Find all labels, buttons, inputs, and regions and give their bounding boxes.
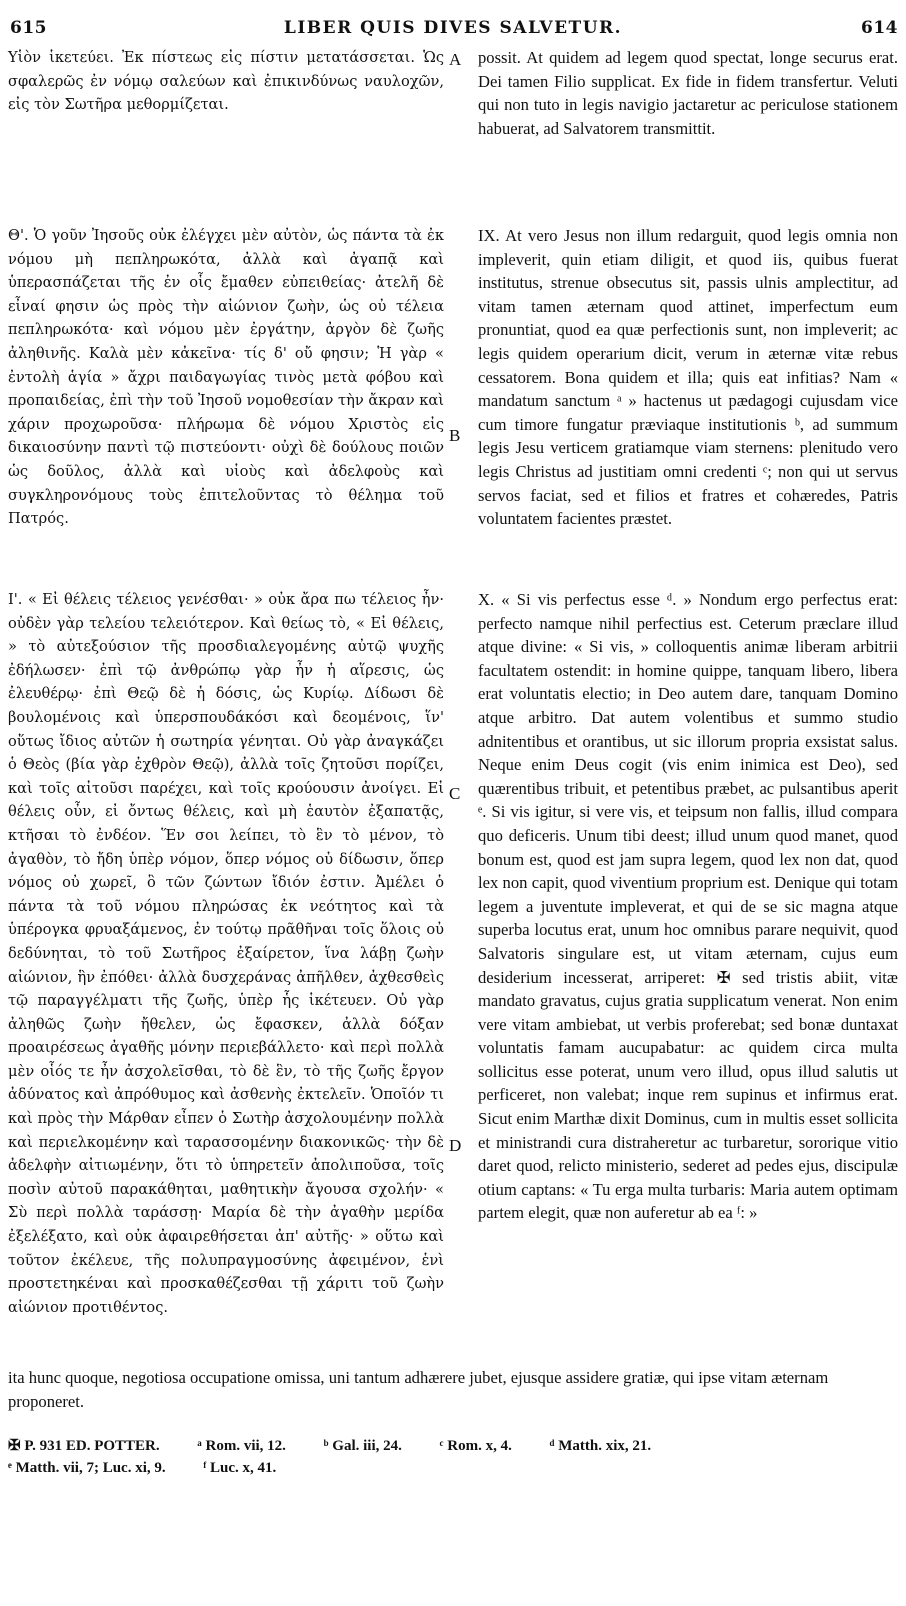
margin-marker-d: D xyxy=(449,1136,462,1155)
footnote-potter: ✠ P. 931 ED. POTTER. xyxy=(8,1438,160,1454)
margin-marker-a: A xyxy=(449,50,462,69)
footnote-d: ᵈ Matth. xix, 21. xyxy=(549,1438,652,1454)
margin-marker-c: C xyxy=(449,784,461,803)
latin-paragraph-1: possit. At quidem ad legem quod spectat, longe securus erat. Dei tamen Filio supplicat. Ex fide in fidem transfertur. Veluti qui non tuto in legis navigio jactaretur ac periculose stationem habuerat, ad Salvatorem transmittit. xyxy=(478,48,898,138)
margin-marker-b: B xyxy=(449,426,461,445)
footnote-f: ᶠ Luc. x, 41. xyxy=(203,1460,277,1476)
footnotes-line-1 xyxy=(8,1436,898,1457)
latin-paragraph-2: IX. At vero Jesus non illum redarguit, quod legis omnia non impleverit, quin etiam diligit, et quod iis, quibus fuerat institutus, strenue obsecutus sit, passis ulnis amplectitur, ad vitam tamen æternam quod attinet, imperfectum eum pronuntiat, quod ea quæ perfectionis sunt, non impleverit; ac legis quidem operarium dicit, verum in æternæ vitæ rebus cessatorem. Bona quidem et illa; quis eat infitias? Nam « mandatum sanctum ᵃ » hactenus ut pædagogi cujusdam vice cum timore fungatur præviaque institutionis ᵇ, ad summum legis Jesu verticem gratiamque viam sternens: plenitudo vero legis Christus ad justitiam omni credenti ᶜ; non qui ut servus servos faciat, sed et filios et fratres et cohæredes, Patris voluntatem facientes præstet. xyxy=(478,226,898,529)
greek-column xyxy=(8,44,444,1354)
page-number-right: 614 xyxy=(861,18,898,38)
footnote-b: ᵇ Gal. iii, 24. xyxy=(323,1438,402,1454)
footnote-e: ᵉ Matth. vii, 7; Luc. xi, 9. xyxy=(8,1460,166,1476)
page-number-left: 615 xyxy=(10,18,47,38)
full-width-continuation: ita hunc quoque, negotiosa occupatione omissa, uni tantum adhærere jubet, ejusque assidere gratiæ, qui ipse vitam æternam proponeret. xyxy=(8,1368,829,1411)
latin-column xyxy=(478,44,898,1354)
running-title: LIBER QUIS DIVES SALVETUR. xyxy=(283,18,623,38)
latin-paragraph-3: X. « Si vis perfectus esse ᵈ. » Nondum ergo perfectus erat: perfecto namque nihil perfectius est. Ceterum præclare illud atque divine: « Si vis, » colloquentis animæ liberam arbitrii facultatem ostendit: in homine quippe, tanquam libero, libera erat voluntatis electio; in Deo autem dare, tanquam Domino atque arbitro. Dat autem volentibus et summo studio adnitentibus et orantibus, ut sic illorum propria exsistat salus. Neque enim Deus cogit (vis enim inimica est Deo), sed quærentibus tribuit, et petentibus præbet, ac pulsantibus aperit ᵉ. Si vis igitur, si vere vis, et teipsum non fallis, illud compara quo deficeris. Unum tibi deest; illud unum quod manet, quod bonum est, quod est jam supra legem, quod lex non dat, quod lex non capit, quod viventium proprium est. Denique qui totam legem a juventute impleverat, et qui de se sic magna atque superba locutus erat, unum hoc omnibus parare nequivit, quod Salvatoris singulare est, ut vitam æternam, cujus eum desiderium incesserat, arriperet: ✠ sed tristis abiit, vitæ mandato gravatus, cujus gratia supplicatum venerat. Non enim vere vitam ambiebat, ut verbis proferebat; sed bonæ duntaxat voluntatis famam aucupabatur: ac quidem circa multa sollicitus esse poterat, unum vero illud, opus illud salutis ut perficeret, non valebat; inque rem supinus et infirmus erat. Sicut enim Marthæ dixit Dominus, cum in multis esset sollicita et ministrandi cura distraheretur ac turbaretur, sororique vitio daret quod, relicto ministerio, sederet ad pedes ejus, discipulæ otium captans: « Tu erga multa turbaris: Maria autem optimam partem elegit, quæ non auferetur ab ea ᶠ: » xyxy=(478,590,898,1223)
greek-paragraph-3: Ι'. « Εἰ θέλεις τέλειος γενέσθαι· » οὐκ ἄρα πω τέλειος ἦν· οὐδὲν γὰρ τελείου τελειότερον. Καὶ θείως τὸ, « Εἰ θέλεις, » τὸ αὐτεξούσιον τῆς προσδιαλεγομένης αὐτῷ ψυχῆς ἐδήλωσεν· ἐπὶ τῷ ἀνθρώπῳ γὰρ ἦν ἡ αἵρεσις, ὡς ἐλευθέρῳ· ἐπὶ Θεῷ δὲ ἡ δόσις, ὡς Κυρίῳ. Δίδωσι δὲ βουλομένοις καὶ ὑπερσπουδάκόσι καὶ δεομένοις, ἵν' οὕτως ἴδιος αὐτῶν ἡ σωτηρία γένηται. Οὐ γὰρ ἀναγκάζει ὁ Θεὸς (βία γὰρ ἐχθρὸν Θεῷ), ἀλλὰ τοῖς ζητοῦσι πορίζει, καὶ τοῖς αἰτοῦσι παρέχει, καὶ τοῖς κρούουσιν ἀνοίγει. Εἰ θέλεις οὖν, εἰ ὄντως θέλεις, καὶ μὴ ἑαυτὸν ἐξαπατᾷς, κτῆσαι τὸ ἐνδέον. Ἕν σοι λείπει, τὸ ἓν τὸ μένον, τὸ ἀγαθὸν, τὸ ἤδη ὑπὲρ νόμον, ὅπερ νόμος οὐ δίδωσιν, ὅπερ νόμος οὐ χωρεῖ, ὃ τῶν ζώντων ἴδιόν ἐστιν. Ἀμέλει ὁ πάντα τὰ τοῦ νόμου πληρώσας ἐκ νεότητος καὶ τὰ ὑπέρογκα φρυαξάμενος, ἐν τούτῳ πρᾶθῆναι τοῖς ὅλοις οὐ δεδύνηται, τὸ τοῦ Σωτῆρος ἐξαίρετον, ἵνα λάβῃ ζωὴν αἰώνιον, ἣν ἐπόθει· ἀλλὰ δυσχεράνας ἀπῆλθεν, ἀχθεσθεὶς τῷ παραγγέλματι τῆς ζωῆς, ὑπὲρ ἧς ἱκέτευεν. Οὐ γὰρ ἀληθῶς ζωὴν ἤθελεν, ὡς ἔφασκεν, ἀλλὰ δόξαν προαιρέσεως ἀγαθῆς μόνην περιεβάλλετο· καὶ περὶ πολλὰ μὲν οἷός τε ἦν ἀσχολεῖσθαι, τὸ δὲ ἓν, τὸ τῆς ζωῆς ἔργον ἀδύνατος καὶ ἀπρόθυμος καὶ ἀσθενὴς ἐκτελεῖν. Ὁποῖόν τι καὶ πρὸς τὴν Μάρθαν εἶπεν ὁ Σωτὴρ ἀσχολουμένην πολλὰ καὶ περιελκομένην καὶ ταρασσομένην διακονικῶς· τὴν δὲ ἀδελφὴν αἰτιωμένην, ὅτι τὸ ὑπηρετεῖν ἀπολιποῦσα, τοῖς ποσὶν αὐτοῦ παρακάθηται, μαθητικὴν ἄγουσα σχολήν· « Σὺ περὶ πολλὰ ταράσσῃ· Μαρία δὲ τὴν ἀγαθὴν μερίδα ἐξελέξατο, καὶ οὐκ ἀφαιρεθήσεται ἀπ' αὐτῆς· » οὕτω καὶ τοῦτον ἐκέλευε, τῆς πολυπραγμοσύνης ἀφειμένον, ἑνὶ προστετηκέναι καὶ προσκαθέζεσθαι τῇ χάριτι τοῦ ζωὴν αἰώνιον προτιθέντος. xyxy=(8,591,444,1316)
greek-paragraph-2: Θ'. Ὁ γοῦν Ἰησοῦς οὐκ ἐλέγχει μὲν αὐτὸν, ὡς πάντα τὰ ἐκ νόμου μὴ πεπληρωκότα, ἀλλὰ καὶ ἀγαπᾷ καὶ ὑπερασπάζεται τῆς ἐν οἷς ἔμαθεν εὐπειθείας· ἀτελῆ δὲ εἶναί φησιν ὡς πρὸς τὴν αἰώνιον ζωὴν, ὡς οὐ τέλεια πεπληρωκότα· καὶ νόμου μὲν ἐργάτην, ἀργὸν δὲ ζωῆς ἀληθινῆς. Καλὰ μὲν κἀκεῖνα· τίς δ' οὔ φησιν; Ἡ γὰρ « ἐντολὴ ἁγία » ἄχρι παιδαγωγίας τινὸς μετὰ φόβου καὶ προπαιδείας, ἐπὶ τὴν τοῦ Ἰησοῦ νομοθεσίαν τὴν ἄκραν καὶ χάριν προχωροῦσα· πλήρωμα δὲ νόμου Χριστὸς εἰς δικαιοσύνην παντὶ τῷ πιστεύοντι· οὐχὶ δὲ δούλους ποιῶν ὡς δοῦλος, ἀλλὰ καὶ υἱοὺς καὶ ἀδελφοὺς καὶ συγκληρονόμους τοὺς ἐπιτελοῦντας τὸ θέλημα τοῦ Πατρός. xyxy=(8,227,444,528)
footnotes-line-2 xyxy=(8,1458,898,1479)
greek-paragraph-1: Υἱὸν ἱκετεύει. Ἐκ πίστεως εἰς πίστιν μετατάσσεται. Ὡς σφαλερῶς ἐν νόμῳ σαλεύων καὶ ἐπικινδύνως ναυλοχῶν, εἰς τὸν Σωτῆρα μεθορμίζεται. xyxy=(8,49,444,114)
footnote-a: ᵃ Rom. vii, 12. xyxy=(197,1438,286,1454)
footnote-c: ᶜ Rom. x, 4. xyxy=(439,1438,512,1454)
